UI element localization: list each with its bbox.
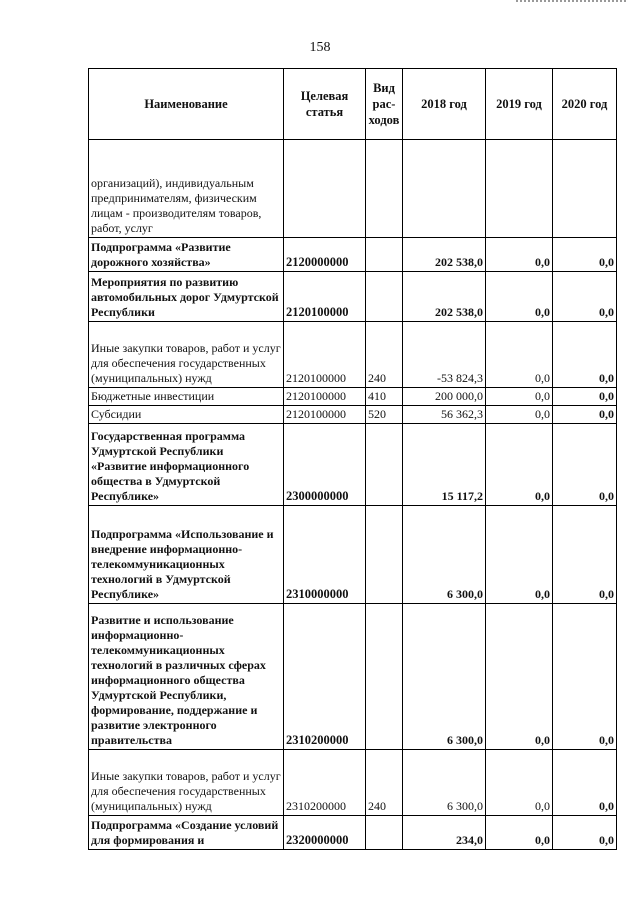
row-value-2019: 0,0 — [486, 424, 553, 506]
table-row — [89, 388, 617, 406]
row-target-code: 2310200000 — [284, 604, 366, 750]
row-value-2020: 0,0 — [553, 322, 617, 388]
header-2018: 2018 год — [403, 69, 486, 140]
row-value-2019: 0,0 — [486, 816, 553, 850]
row-expense-kind: 520 — [366, 406, 403, 424]
row-value-2020: 0,0 — [553, 506, 617, 604]
table-row — [89, 750, 617, 816]
row-value-2020: 0,0 — [553, 238, 617, 272]
row-name: организаций), индивидуальным предпринимателям, физическим лицам - производителям товаров, работ, услуг — [89, 140, 284, 238]
page-number: 158 — [309, 40, 331, 55]
header-kind: Вид рас-ходов — [366, 69, 403, 140]
row-value-2019: 0,0 — [486, 750, 553, 816]
row-expense-kind — [366, 506, 403, 604]
row-value-2019 — [486, 140, 553, 238]
row-value-2020: 0,0 — [553, 604, 617, 750]
table-row — [89, 406, 617, 424]
row-value-2019: 0,0 — [486, 238, 553, 272]
row-value-2018: 202 538,0 — [403, 238, 486, 272]
row-name: Субсидии — [89, 406, 284, 424]
row-target-code: 2120100000 — [284, 272, 366, 322]
row-target-code: 2120100000 — [284, 388, 366, 406]
row-target-code: 2120000000 — [284, 238, 366, 272]
row-value-2020: 0,0 — [553, 388, 617, 406]
row-expense-kind: 240 — [366, 750, 403, 816]
row-value-2018: -53 824,3 — [403, 322, 486, 388]
table-row — [89, 424, 617, 506]
row-expense-kind — [366, 238, 403, 272]
row-expense-kind: 240 — [366, 322, 403, 388]
row-target-code: 2120100000 — [284, 322, 366, 388]
row-name: Подпрограмма «Создание условий для формирования и — [89, 816, 284, 850]
row-expense-kind — [366, 816, 403, 850]
row-value-2020: 0,0 — [553, 272, 617, 322]
row-expense-kind — [366, 424, 403, 506]
row-value-2018: 56 362,3 — [403, 406, 486, 424]
table-row — [89, 816, 617, 850]
row-value-2018: 6 300,0 — [403, 750, 486, 816]
row-value-2020: 0,0 — [553, 424, 617, 506]
budget-table — [88, 68, 617, 850]
row-name: Иные закупки товаров, работ и услуг для обеспечения государственных (муниципальных) нужд — [89, 322, 284, 388]
table-row — [89, 272, 617, 322]
table-header-row — [89, 69, 617, 140]
scan-corner-mark — [516, 0, 626, 2]
row-value-2020: 0,0 — [553, 750, 617, 816]
row-target-code: 2120100000 — [284, 406, 366, 424]
table-row — [89, 140, 617, 238]
table-row — [89, 238, 617, 272]
row-value-2018: 202 538,0 — [403, 272, 486, 322]
row-target-code: 2320000000 — [284, 816, 366, 850]
row-name: Развитие и использование информационно-телекоммуникационных технологий в различных сферах информационного общества Удмуртской Республики, формирование, поддержание и развитие электронного правительства — [89, 604, 284, 750]
row-value-2018: 6 300,0 — [403, 506, 486, 604]
row-name: Подпрограмма «Использование и внедрение информационно-телекоммуникационных технологий в Удмуртской Республике» — [89, 506, 284, 604]
row-value-2020: 0,0 — [553, 406, 617, 424]
row-name: Мероприятия по развитию автомобильных дорог Удмуртской Республики — [89, 272, 284, 322]
header-2020: 2020 год — [553, 69, 617, 140]
row-value-2018: 15 117,2 — [403, 424, 486, 506]
row-expense-kind — [366, 604, 403, 750]
row-value-2019: 0,0 — [486, 388, 553, 406]
row-value-2019: 0,0 — [486, 604, 553, 750]
table-row — [89, 506, 617, 604]
row-value-2020 — [553, 140, 617, 238]
table-row — [89, 604, 617, 750]
row-value-2018 — [403, 140, 486, 238]
row-name: Подпрограмма «Развитие дорожного хозяйства» — [89, 238, 284, 272]
row-value-2018: 200 000,0 — [403, 388, 486, 406]
table-row — [89, 322, 617, 388]
header-target: Целевая статья — [284, 69, 366, 140]
header-name: Наименование — [89, 69, 284, 140]
row-name: Иные закупки товаров, работ и услуг для обеспечения государственных (муниципальных) нужд — [89, 750, 284, 816]
row-expense-kind: 410 — [366, 388, 403, 406]
row-value-2019: 0,0 — [486, 272, 553, 322]
row-name: Государственная программа Удмуртской Республики «Развитие информационного общества в Удмуртской Республике» — [89, 424, 284, 506]
row-value-2018: 6 300,0 — [403, 604, 486, 750]
row-value-2020: 0,0 — [553, 816, 617, 850]
row-expense-kind — [366, 272, 403, 322]
row-expense-kind — [366, 140, 403, 238]
row-value-2019: 0,0 — [486, 406, 553, 424]
header-2019: 2019 год — [486, 69, 553, 140]
row-name: Бюджетные инвестиции — [89, 388, 284, 406]
row-value-2019: 0,0 — [486, 322, 553, 388]
row-target-code: 2310200000 — [284, 750, 366, 816]
row-target-code: 2310000000 — [284, 506, 366, 604]
row-target-code — [284, 140, 366, 238]
row-value-2018: 234,0 — [403, 816, 486, 850]
row-target-code: 2300000000 — [284, 424, 366, 506]
row-value-2019: 0,0 — [486, 506, 553, 604]
